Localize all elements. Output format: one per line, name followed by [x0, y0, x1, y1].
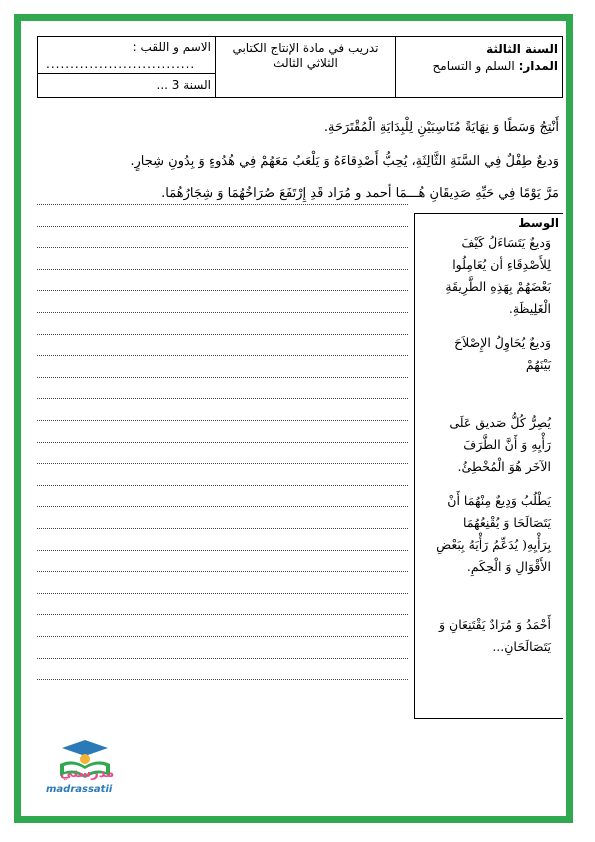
hints-box [414, 213, 563, 719]
hint-line: بَعْضَهُمْ بِهَذِهِ الطَّرِيقَةِ [445, 279, 551, 294]
intro-line-1: وَديعٌ طِفْلٌ فِي السَّنَةِ الثَّالِثَةِ، يُحِبُّ أَصْدِقاءَهُ وَ يَلْعَبُ مَعَهُمْ فِي هُدُوءٍ وَ بِدُونِ شِجارٍ. [130, 154, 559, 169]
writing-line[interactable] [37, 398, 408, 399]
student-name-label: الاسم و اللقب : [132, 40, 211, 54]
grade-info-cell [396, 37, 562, 97]
logo-latin-text: madrassatii [46, 784, 113, 795]
class-level: السنة 3 ... [156, 78, 211, 92]
writing-line[interactable] [37, 442, 408, 443]
hint-line: بَيْنَهُمْ [525, 357, 551, 372]
grade-label: السنة الثالثة [486, 42, 558, 56]
hint-line: بِرَأْيِهِ( يُدَعِّمُ رَأْيَهُ بِبَعْضِ [436, 537, 551, 552]
writing-line[interactable] [37, 290, 408, 291]
writing-line[interactable] [37, 247, 408, 248]
writing-line[interactable] [37, 226, 408, 227]
hint-line: رَأْيِهِ وَ أَنَّ الطَّرَفَ [463, 437, 551, 452]
student-name-field[interactable]: ............................... [46, 57, 196, 71]
hint-line: يُصِرُّ كُلُّ صَديق عَلَى [449, 415, 551, 430]
hint-line: الْغَلِيظَةِ. [508, 301, 551, 316]
task-instruction: أَنْتِجُ وَسَطًا وَ نِهَايَةً مُنَاسِبَيْنِ لِلْبِدَايَةِ الْمُقْتَرَحَةِ. [323, 120, 559, 135]
hint-line: يَتَصَالَحَانِ... [492, 639, 551, 654]
hint-paragraph-2 [421, 332, 551, 376]
writing-line[interactable] [37, 528, 408, 529]
writing-line[interactable] [37, 269, 408, 270]
term-label: الثلاثي الثالث [273, 56, 338, 70]
writing-line[interactable] [37, 420, 408, 421]
hint-line: يَتَصَالَحَا وَ يُقْنِعُهُمَا [463, 515, 551, 530]
training-title: تدريب في مادة الإنتاج الكتابي [232, 41, 379, 55]
cell-divider [38, 73, 215, 74]
writing-line[interactable] [37, 355, 408, 356]
student-info-cell [38, 37, 216, 97]
writing-line[interactable] [37, 679, 408, 680]
hints-box-title: الوسط [518, 216, 559, 230]
worksheet-header [37, 36, 563, 98]
logo-arabic-text: مدرستي [60, 766, 115, 781]
hint-paragraph-5 [421, 614, 551, 658]
hint-line: أَحْمَدُ وَ مُرَادٌ يَقْتَنِعَانِ وَ [439, 617, 551, 632]
axis-value: السلم و التسامح [432, 59, 515, 73]
writing-line[interactable] [37, 485, 408, 486]
hint-line: يَطْلُبُ وَدِيعٌ مِنْهُمَا أَنْ [447, 493, 551, 508]
writing-line[interactable] [37, 614, 408, 615]
writing-line[interactable] [37, 571, 408, 572]
hint-line: وَديعٌ يُحَاوِلُ الإِصْلاَحَ [454, 335, 551, 350]
training-info-cell [216, 37, 396, 97]
writing-line[interactable] [37, 334, 408, 335]
hint-line: الآخَر هُوَ الْمُخْطِئُ. [457, 459, 551, 474]
writing-line[interactable] [37, 593, 408, 594]
writing-line[interactable] [37, 204, 408, 205]
hint-paragraph-4 [421, 490, 551, 578]
hint-line: الأَقْوَالِ وَ الْحِكَمِ. [466, 559, 551, 574]
writing-line[interactable] [37, 658, 408, 659]
axis-label: المدار: [518, 59, 558, 73]
writing-line[interactable] [37, 550, 408, 551]
writing-line[interactable] [37, 636, 408, 637]
hint-paragraph-1 [421, 232, 551, 320]
writing-line[interactable] [37, 312, 408, 313]
writing-line[interactable] [37, 377, 408, 378]
hint-line: لِلأَصْدِقَاءِ أن يُعَامِلُوا [452, 257, 551, 272]
intro-line-2: مَرَّ يَوْمًا فِي حَيِّهِ صَدِيقَانِ هُـــمَا أحمد و مُرَاد قَدِ إِرْتَفَعَ صُرَاخُهُمَا وَ شِجَارُهُمَا. [161, 186, 559, 201]
hint-paragraph-3 [421, 412, 551, 478]
writing-line[interactable] [37, 463, 408, 464]
writing-line[interactable] [37, 506, 408, 507]
hint-line: وَديعٌ يَتَسَاءَلُ كَيْفَ [461, 235, 551, 250]
